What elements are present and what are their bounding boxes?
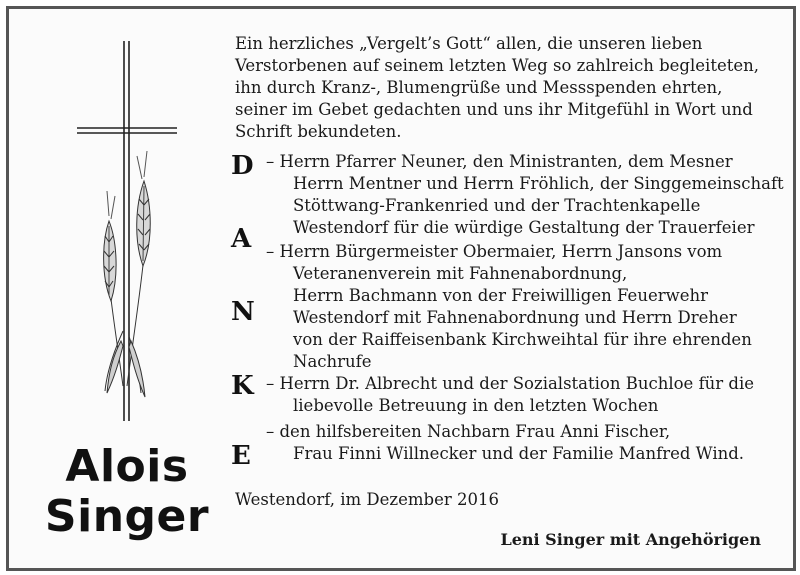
dank-letter-n: N [231,297,255,327]
notice-frame [6,6,796,571]
intro-line: Schrift bekundeten. [235,122,402,141]
intro-text [235,33,775,143]
intro-line: Verstorbenen auf seinem letzten Weg so zahlreich begleiteten, [235,56,759,75]
dank-letter-d: D [231,151,254,181]
left-column [23,27,213,557]
intro-line: ihn durch Kranz-, Blumengrüße und Messspenden ehrten, [235,78,723,97]
place-date: Westendorf, im Dezember 2016 [235,490,499,509]
entry-line: – Herrn Dr. Albrecht und der Sozialstation Buchloe für die [266,374,755,393]
intro-line: Ein herzliches „Vergelt’s Gott“ allen, die unseren lieben [235,34,703,53]
thanks-entry-officials [266,241,791,373]
entry-line: Westendorf für die würdige Gestaltung der Trauerfeier [293,218,755,237]
deceased-first-name: Alois [65,441,189,492]
entry-line: liebevolle Betreuung in den letzten Wochen [293,396,659,415]
thanks-entry-neighbors [266,421,791,465]
entry-line: von der Raiffeisenbank Kirchweihtal für ihre ehrenden [293,330,752,349]
entry-line: Frau Finni Willnecker und der Familie Manfred Wind. [293,444,745,463]
entry-line: Herrn Mentner und Herrn Fröhlich, der Singgemeinschaft [293,174,784,193]
deceased-last-name: Singer [44,491,210,542]
intro-line: seiner im Gebet gedachten und uns ihr Mitgefühl in Wort und [235,100,753,119]
dank-letter-a: A [231,224,252,254]
entry-line: Westendorf mit Fahnenabordnung und Herrn Dreher [293,308,737,327]
entry-line: Nachrufe [293,352,372,371]
signature: Leni Singer mit Angehörigen [500,530,761,549]
entry-line: – Herrn Bürgermeister Obermaier, Herrn Jansons vom [266,242,723,261]
entry-line: Stöttwang-Frankenried und der Trachtenkapelle [293,196,701,215]
thanks-entry-clergy [266,151,791,239]
entry-line: – Herrn Pfarrer Neuner, den Ministranten, dem Mesner [266,152,733,171]
entry-line: – den hilfsbereiten Nachbarn Frau Anni Fischer, [266,422,671,441]
entry-line: Veteranenverein mit Fahnenabordnung, [293,264,628,283]
dank-letter-k: K [231,371,254,401]
dank-letter-e: E [231,441,251,471]
thanks-entry-doctor [266,373,791,417]
cross-with-wheat-icon [69,41,189,441]
wheat-ears-icon [104,151,151,397]
cross-icon [77,41,177,421]
entry-line: Herrn Bachmann von der Freiwilligen Feuerwehr [293,286,708,305]
